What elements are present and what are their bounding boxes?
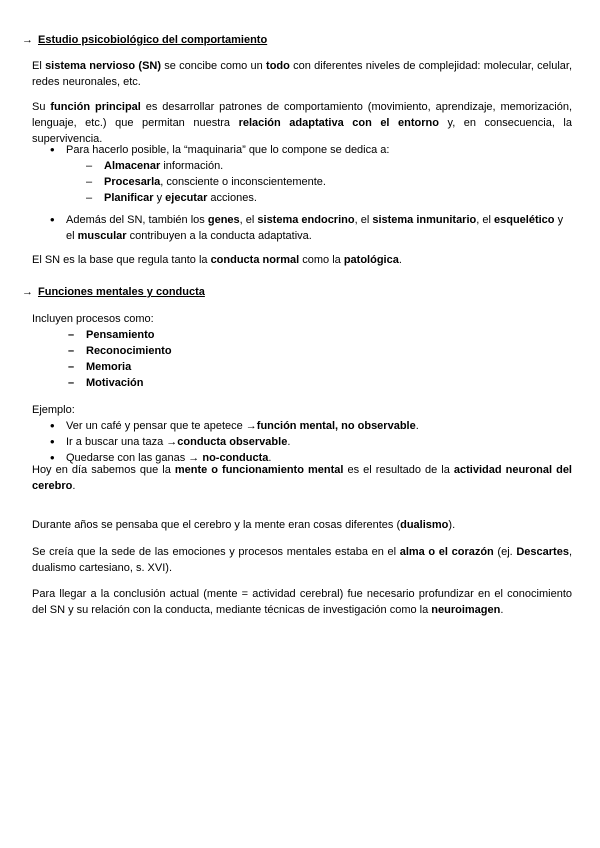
list-item: • Ver un café y pensar que te apetece →función mental, no observable. <box>48 418 572 434</box>
section-title: Funciones mentales y conducta <box>38 286 205 298</box>
list-item: – Memoria <box>68 359 172 375</box>
list-item: • Ir a buscar una taza →conducta observable. <box>48 434 572 450</box>
example-label: Ejemplo: <box>32 404 75 416</box>
list-item: – Almacenar información. <box>86 158 326 174</box>
list-item: – Pensamiento <box>68 327 172 343</box>
section-title: Estudio psicobiológico del comportamiento <box>38 34 268 46</box>
list-item: – Reconocimiento <box>68 343 172 359</box>
list-item: – Planificar y ejecutar acciones. <box>86 190 326 206</box>
right-arrow-icon: → <box>22 34 33 46</box>
paragraph-hoy-en-dia: Hoy en día sabemos que la mente o funcionamiento mental es el resultado de la actividad neuronal del cerebro. <box>32 464 572 492</box>
paragraph-neuroimagen: Para llegar a la conclusión actual (mente = actividad cerebral) fue necesario profundizar en el conocimiento del SN y su relación con la conducta, mediante técnicas de investigación como la neuroimagen. <box>32 588 572 616</box>
bullet-list-ademas <box>48 212 572 244</box>
bullet-list-maquinaria <box>48 142 572 158</box>
section-heading-estudio <box>22 32 267 48</box>
paragraph-base-sn: El SN es la base que regula tanto la conducta normal como la patológica. <box>32 254 402 266</box>
list-item: • Quedarse con las ganas → no-conducta. <box>48 450 572 466</box>
dash-list-funciones <box>86 158 326 206</box>
list-item: • Además del SN, también los genes, el sistema endocrino, el sistema inmunitario, el esquelético y el muscular contribuyen a la conducta adaptativa. <box>48 212 572 244</box>
paragraph-funcion-principal: Su función principal es desarrollar patrones de comportamiento (movimiento, aprendizaje, memorización, lenguaje, etc.) que permitan nuestra relación adaptativa con el entorno y, en consecuencia, la supervivencia. <box>32 101 573 145</box>
list-item: – Procesarla, consciente o inconscientemente. <box>86 174 326 190</box>
paragraph-dualismo: Durante años se pensaba que el cerebro y la mente eran cosas diferentes (dualismo). <box>32 519 456 531</box>
list-item: • Para hacerlo posible, la “maquinaria” que lo compone se dedica a: <box>48 142 572 158</box>
section-heading-funciones <box>22 284 205 300</box>
right-arrow-icon: → <box>22 286 33 298</box>
dash-list-procesos <box>68 327 172 391</box>
paragraph-sistema-nervioso: El sistema nervioso (SN) se concibe como un todo con diferentes niveles de complejidad: molecular, celular, redes neuronales, etc. <box>32 60 573 88</box>
list-item: – Motivación <box>68 375 172 391</box>
paragraph-sede-emociones: Se creía que la sede de las emociones y procesos mentales estaba en el alma o el corazón (ej. Descartes, dualismo cartesiano, s. XVI). <box>32 546 572 574</box>
bullet-list-ejemplos <box>48 418 572 466</box>
paragraph-incluyen: Incluyen procesos como: <box>32 313 154 325</box>
